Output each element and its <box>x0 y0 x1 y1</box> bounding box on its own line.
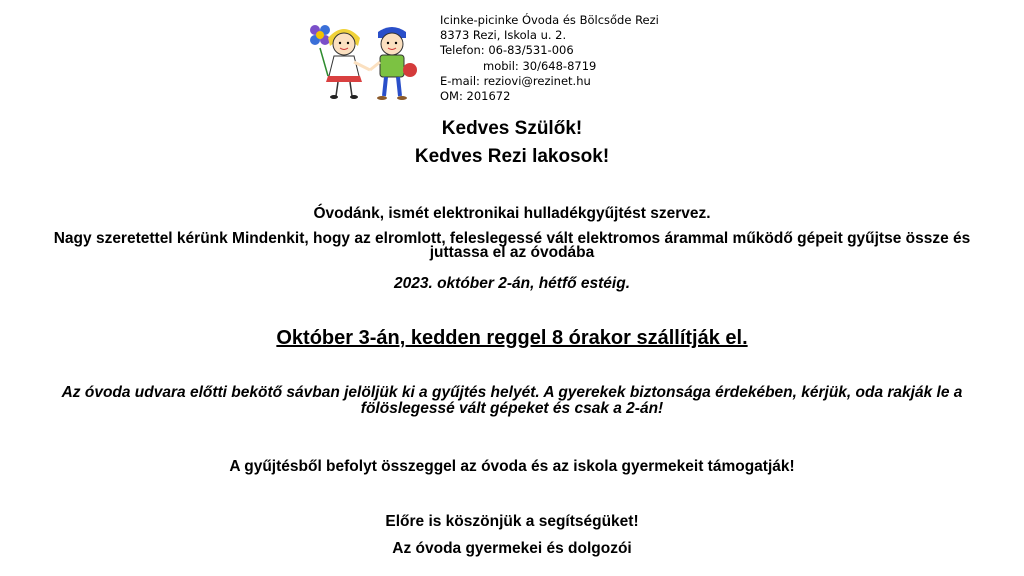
pickup-heading: Október 3-án, kedden reggel 8 órakor szállítják el. <box>276 327 748 349</box>
girl-figure-icon <box>326 29 370 99</box>
greeting-residents: Kedves Rezi lakosok! <box>414 146 610 167</box>
greeting-parents: Kedves Szülők! <box>441 118 583 139</box>
request-paragraph: Nagy szeretettel kérünk Mindenkit, hogy az elromlott, feleslegessé vált elektromos árammal működő gépeit gyűjtse össze és juttassa el az óvodába <box>53 230 971 261</box>
mobile: mobil: 30/648-8719 <box>483 58 597 73</box>
boy-figure-icon <box>370 27 417 100</box>
phone: Telefon: 06-83/531-006 <box>440 43 574 58</box>
address: 8373 Rezi, Iskola u. 2. <box>440 28 567 43</box>
location-paragraph: Az óvoda udvara előtti bekötő sávban jelöljük ki a gyűjtés helyét. A gyerekek biztonsága érdekében, kérjük, oda rakják le a fölöslegessé vált gépeket és csak a 2-án! <box>61 384 963 417</box>
support-paragraph: A gyűjtésből befolyt összeggel az óvoda és az iskola gyermekeit támogatják! <box>229 458 795 475</box>
thanks-text: Előre is köszönjük a segítségüket! <box>385 513 639 530</box>
signature-text: Az óvoda gyermekei és dolgozói <box>392 540 632 557</box>
deadline-text: 2023. október 2-án, hétfő estéig. <box>393 275 630 292</box>
intro-paragraph: Óvodánk, ismét elektronikai hulladékgyűjtést szervez. <box>313 205 711 222</box>
om-id: OM: 201672 <box>440 89 511 104</box>
contact-block <box>440 13 659 104</box>
institution-name: Icinke-picinke Óvoda és Bölcsőde Rezi <box>440 13 659 27</box>
flower-icon <box>310 25 330 76</box>
children-holding-hands-logo <box>308 20 426 102</box>
email: E-mail: reziovi@rezinet.hu <box>440 73 591 88</box>
